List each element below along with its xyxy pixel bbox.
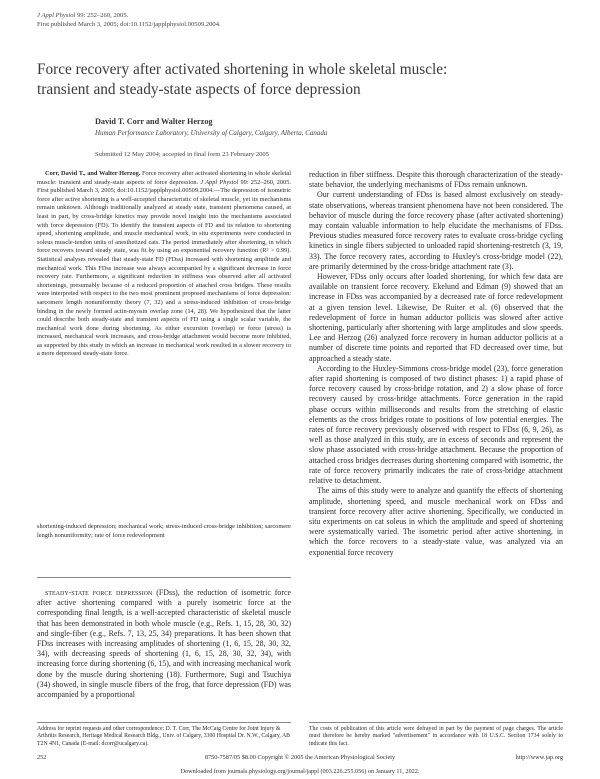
intro-paragraph-4: However, FDss only occurs after loaded shortening, for which few data are available on transient force recovery. Ekelund and Edman (9) showed that an increase in FDss was accompanied by a decreased rate of force redevelopment at a given tension level. Likewise, De Ruiter et al. (6) observed that the redevelopment of force in human adductor pollicis was slowed after active shortening, particularly after shortening with large amplitudes and slow speeds. Lee and Herzog (26) analyzed force recovery in human adductor pollicis at a number of discrete time points and reported that FD decreased over time, but approached a steady state. xyxy=(309,272,563,363)
first-published: First published March 3, 2005; doi:10.1152/japplphysiol.00509.2004. xyxy=(37,20,221,28)
article-title xyxy=(37,60,567,100)
intro-paragraph-6: The aims of this study were to analyze and quantify the effects of shortening amplitude, shortening speed, and muscle mechanical work on FDss and transient force recovery after active shortening. Specifically, we conducted in situ experiments on cat soleus in which the amplitude and speed of shortening were systematically varied. The isometric period after active shortening, in which the force recovers to a steady-state value, was analyzed via an exponential force recovery xyxy=(309,486,563,557)
submission-dates: Submitted 12 May 2004; accepted in final form 23 February 2005 xyxy=(95,151,269,158)
keywords: shortening-induced depression; mechanical work; stress-induced cross-bridge inhibition; sarcomere length nonuniformity; rate of force redevelopment xyxy=(37,523,291,539)
body-left-column xyxy=(37,588,291,700)
title-line-2: transient and steady-state aspects of force depression xyxy=(37,81,361,98)
affiliation: Human Performance Laboratory, University of Calgary, Calgary, Alberta, Canada xyxy=(95,129,328,137)
abstract-lead-title: Force recovery after activated shortening in whole skeletal muscle: transient and steady-state aspects of force depression. xyxy=(37,170,291,186)
copyright-line: 8750-7587/05 $8.00 Copyright © 2005 the American Physiological Society xyxy=(204,754,396,761)
correspondence-footnote: Address for reprint requests and other correspondence: D. T. Corr, The McCaig Centre for Joint Injury & Arthritis Research, Heritage Medical Research Bldg., Univ. of Calgary, 3300 Hospital Dr. N.W., Calgary, AB T2N 4N1, Canada (E-mail: dcorr@ucalgary.ca). xyxy=(37,726,291,747)
title-line-1: Force recovery after activated shortening in whole skeletal muscle: xyxy=(37,61,448,78)
footnote-divider-right xyxy=(309,722,563,723)
abstract xyxy=(37,170,291,359)
journal-website-link[interactable]: http://www.jap.org xyxy=(515,754,563,761)
footnote-divider-left xyxy=(37,722,291,723)
abstract-text: The depression of isometric force after active shortening is a well-accepted characteristic of skeletal muscle, yet its mechanisms remain unknown. Although traditionally analyzed at steady state, transient phenomena caused, at least in part, by cross-bridge kinetics may provide novel insight into the mechanisms associated with force depression (FD). To identify the transient aspects of FD and its relation to shortening speed, shortening amplitude, and muscle mechanical work, in situ experiments were conducted in soleus muscle-tendon units of anesthetized cats. The period immediately after shortening, in which force recovers toward steady state, was fit by using an exponential recovery function (R² > 0.99). Statistical analyses revealed that steady-state FD (FDss) increased with shortening amplitude and mechanical work. This FDss increase was always accompanied by a significant decrease in force recovery rate. Furthermore, a significant reduction in stiffness was observed after all activated shortenings, presumably because of a reduced proportion of attached cross bridges. These results were interpreted with respect to the two most prominent proposed mechanisms of force depression: sarcomere length nonuniformity theory (7, 32) and a stress-induced inhibition of cross-bridge binding in the newly formed actin-myosin overlap zone (14, 28). We hypothesized that the latter could describe both steady-state and transient aspects of FD using a single scalar variable, the mechanical work done during shortening. As either excursion (overlap) or force (stress) is increased, mechanical work increases, and cross-bridge attachment would become more inhibited, as supported by this study in which an increase in mechanical work resulted in a slower recovery to a more depressed steady-state force. xyxy=(37,187,291,358)
download-notice: Downloaded from journals.physiology.org/journal/jappl (003.226.255.056) on January 11, 2022. xyxy=(180,768,420,775)
abstract-lead-authors: Corr, David T., and Walter Herzog. xyxy=(45,170,141,177)
journal-citation: 99: 252–260, 2005. xyxy=(75,12,129,19)
body-right-column xyxy=(309,170,563,558)
intro-paragraph-5: According to the Huxley-Simmons cross-bridge model (23), force generation after rapid shortening is composed of two distinct phases: 1) a rapid phase of force recovery caused by cross-bridge rotation, and 2) a slow phase of force recovery caused by cross-bridge attachments. Force generation in the rapid phase occurs within milliseconds and results from the stretching of elastic elements as the cross bridges rotate to positions of low potential energies. The rates of force recovery previously observed with respect to FDss (6, 9, 26), as well as those analyzed in this study, are in excess of seconds and represent the slow phase associated with cross-bridge attachment. Because the proportion of attached cross bridges decreases during shortening compared with isometric, the rate of force recovery primarily indicates the rate of cross-bridge attachment relative to detachment. xyxy=(309,363,563,486)
intro-paragraph-1: (FDss), the reduction of isometric force after active shortening compared with a purely isometric force at the corresponding final length, is a well-accepted characteristic of skeletal muscle that has been demonstrated in both whole muscle (e.g., Refs. 1, 15, 28, 30, 32) and single-fiber (e.g., Refs. 7, 13, 25, 34) preparations. It has been shown that FDss increases with increasing amplitudes of shortening (1, 6, 15, 28, 30, 32, 34), with decreasing speeds of shortening (1, 6, 15, 28, 30, 32, 34), with increasing force during shortening (6, 15), and with increasing mechanical work done by the muscle during shortening (18). Furthermore, Sugi and Tsuchiya (34) showed, in single muscle fibers of the frog, that force depression (FD) was accompanied by a proportional xyxy=(37,588,291,700)
page-number: 252 xyxy=(37,754,47,761)
abstract-divider xyxy=(37,577,291,578)
page-charges-footnote: The costs of publication of this article were defrayed in part by the payment of page charges. The article must therefore be hereby marked "advertisement" in accordance with 18 U.S.C. Section 1734 solely to indicate this fact. xyxy=(309,726,563,747)
intro-paragraph-2: reduction in fiber stiffness. Despite this thorough characterization of the steady-state behavior, the underlying mechanisms of FDss remain unknown. xyxy=(309,170,563,190)
authors: David T. Corr and Walter Herzog xyxy=(95,117,213,126)
intro-paragraph-3: Our current understanding of FDss is based almost exclusively on steady-state observations, whereas transient phenomena have not been considered. The behavior of muscle during the force recovery phase (after activated shortening) may contain valuable information to help elucidate the mechanisms of FDss. Previous studies measured force recovery rates to evaluate cross-bridge cycling kinetics in single fibers subjected to unloaded rapid shortening-restretch (3, 19, 33). The force recovery rates, according to Huxley's cross-bridge model (22), are primarily determined by the cross-bridge attachment rate (3). xyxy=(309,190,563,271)
smallcaps-lead: steady-state force depression xyxy=(45,588,153,597)
abstract-lead-journal: J Appl Physiol xyxy=(200,178,239,186)
journal-name: J Appl Physiol xyxy=(37,12,76,19)
journal-header xyxy=(37,12,221,29)
abstract-lead-citation: 99: 252–260, 2005. First published March 3, 2005; doi:10.1152/japplphysiol.00509.2004.— xyxy=(37,178,291,195)
